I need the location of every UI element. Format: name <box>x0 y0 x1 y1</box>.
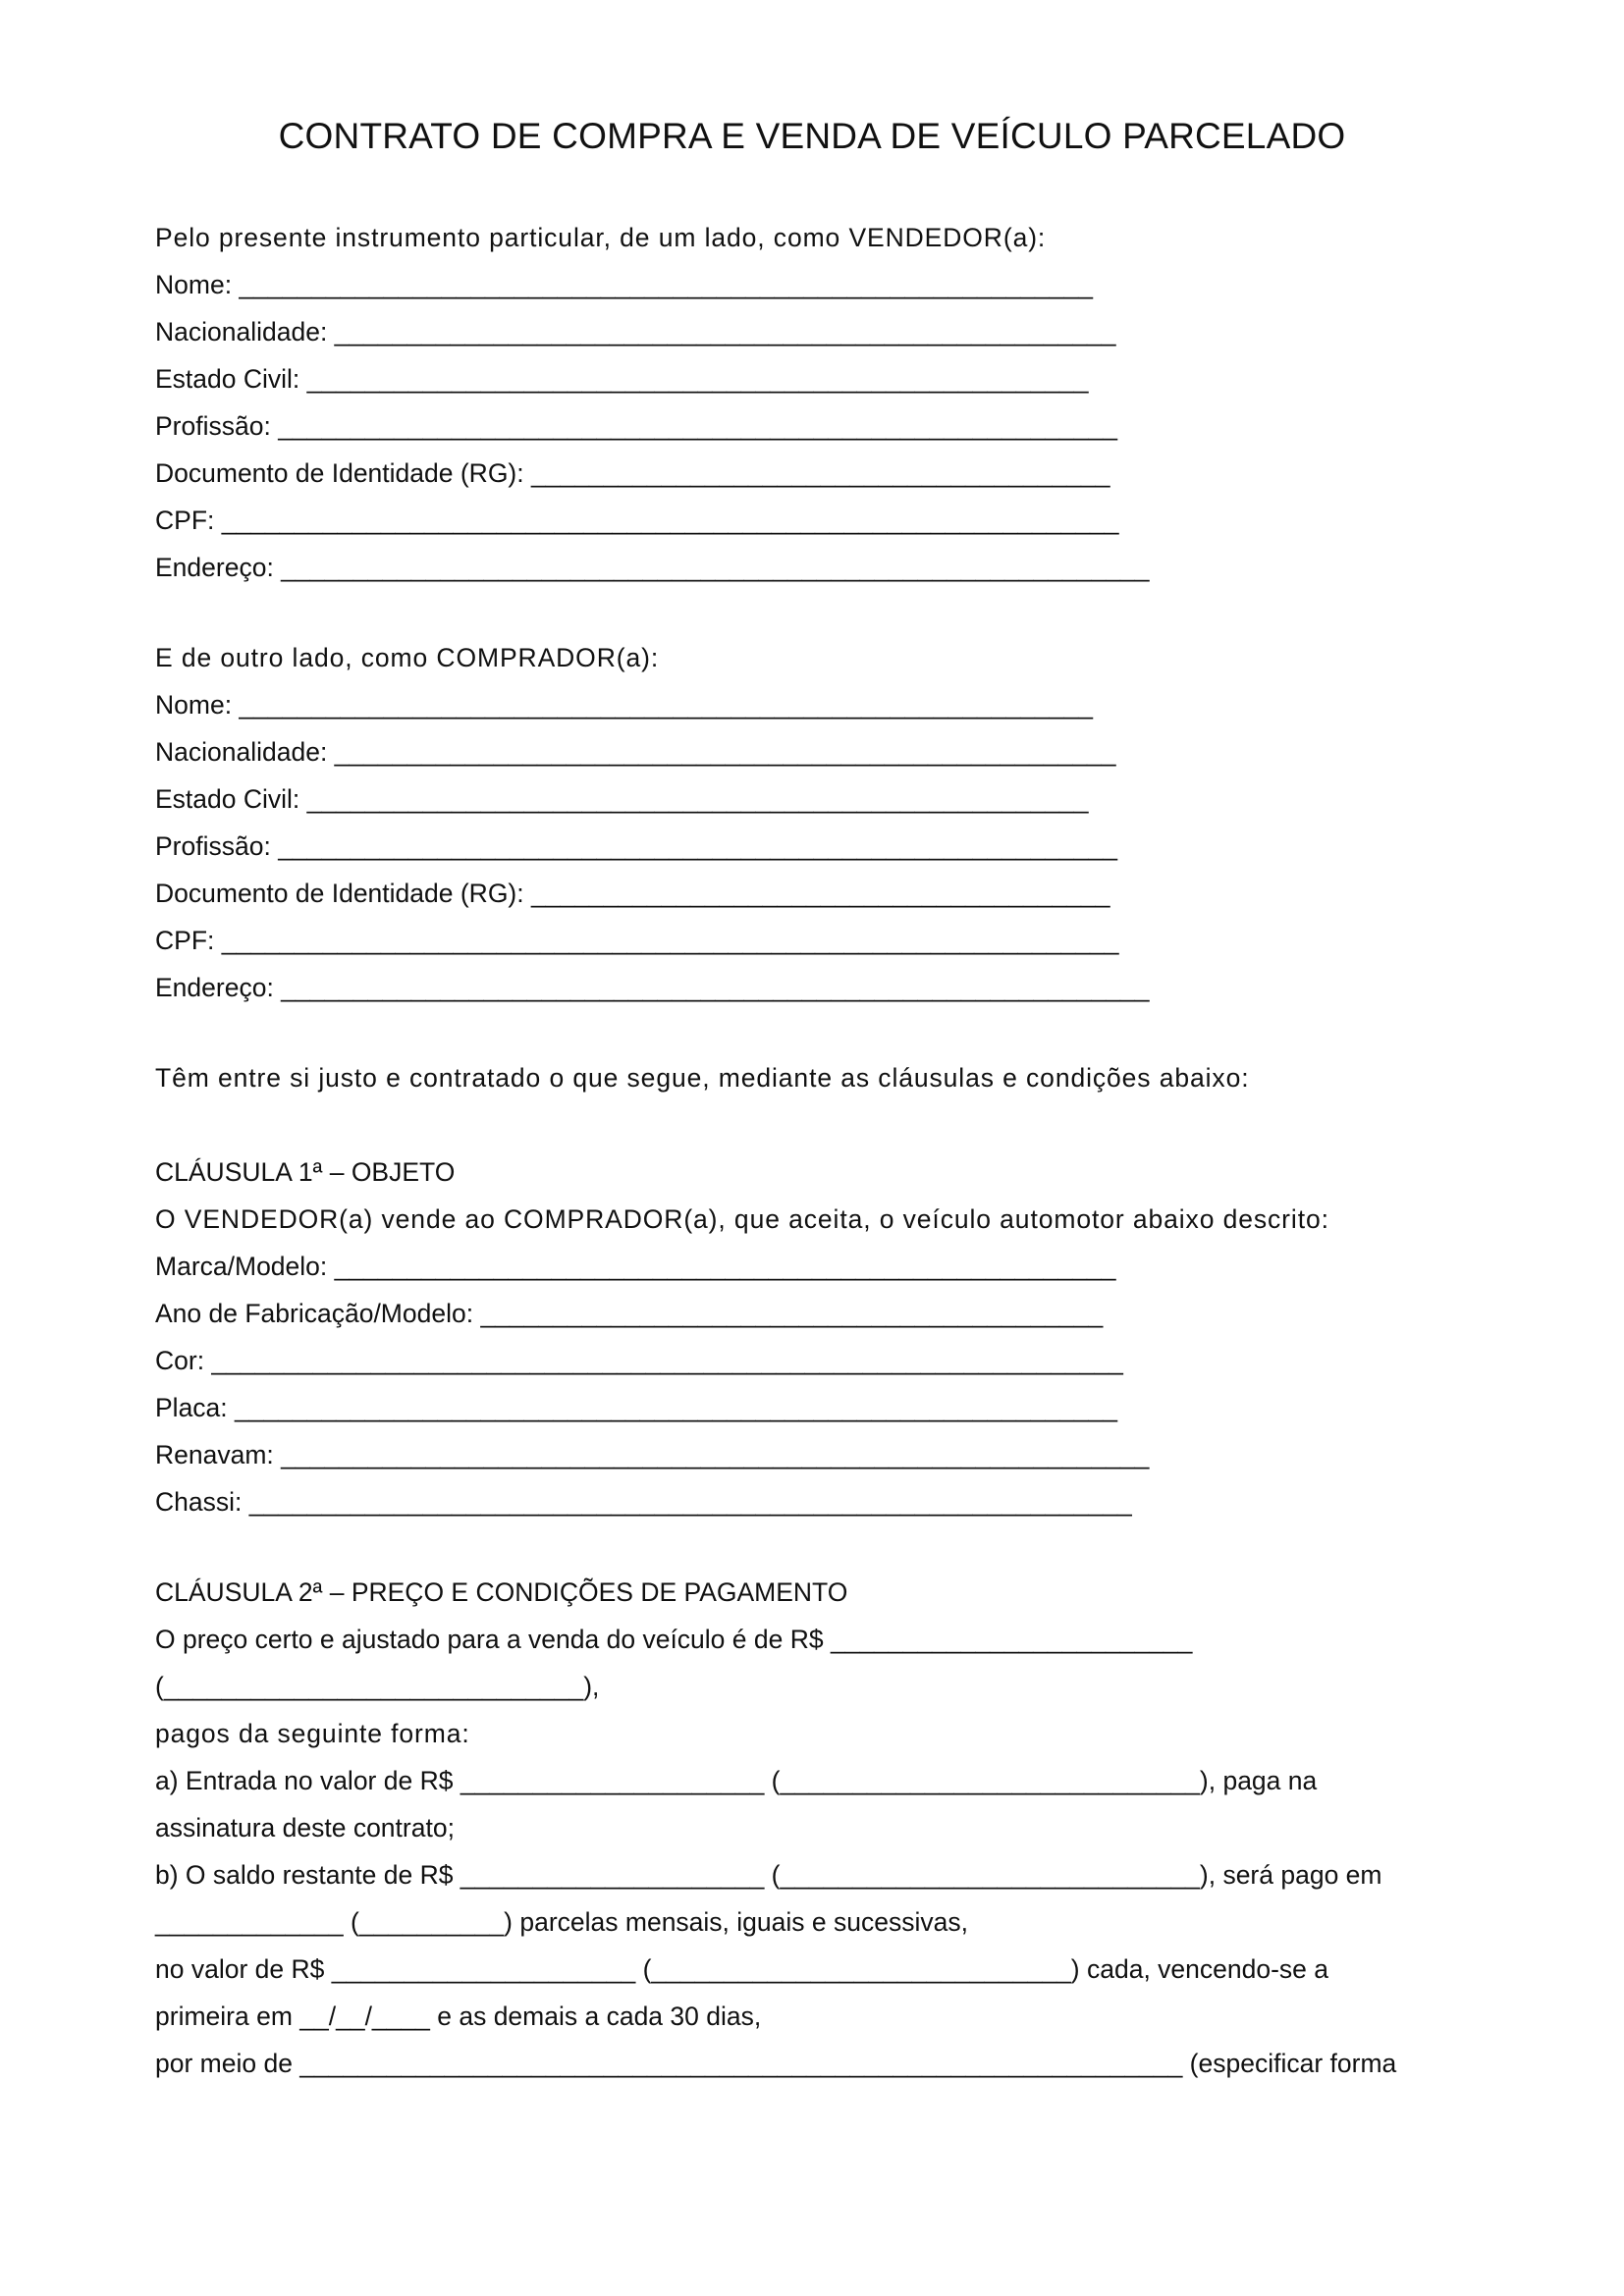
buyer-nacionalidade-field: Nacionalidade: ______________________________________________________ <box>155 737 1116 767</box>
seller-endereco-field: Endereço: ____________________________________________________________ <box>155 553 1150 582</box>
seller-profissao-field: Profissão: __________________________________________________________ <box>155 411 1117 441</box>
buyer-estado-civil-field: Estado Civil: ______________________________________________________ <box>155 784 1089 814</box>
down-payment-continuation: assinatura deste contrato; <box>155 1813 455 1842</box>
clause2-heading: CLÁUSULA 2ª – PREÇO E CONDIÇÕES DE PAGAMENTO <box>155 1577 848 1607</box>
vehicle-chassi-field: Chassi: _____________________________________________________________ <box>155 1487 1132 1517</box>
seller-cpf-field: CPF: ______________________________________________________________ <box>155 506 1119 535</box>
vehicle-marca-field: Marca/Modelo: ______________________________________________________ <box>155 1252 1116 1281</box>
seller-rg-field: Documento de Identidade (RG): ________________________________________ <box>155 458 1110 488</box>
balance-line: b) O saldo restante de R$ _____________________ (_____________________________), será pago em <box>155 1860 1382 1890</box>
buyer-profissao-field: Profissão: __________________________________________________________ <box>155 831 1117 861</box>
seller-estado-civil-field: Estado Civil: ______________________________________________________ <box>155 364 1089 394</box>
down-payment-line: a) Entrada no valor de R$ _____________________ (_____________________________), paga na <box>155 1766 1318 1795</box>
buyer-intro: E de outro lado, como COMPRADOR(a): <box>155 643 660 672</box>
buyer-endereco-field: Endereço: ____________________________________________________________ <box>155 973 1150 1002</box>
clause1-heading: CLÁUSULA 1ª – OBJETO <box>155 1157 456 1187</box>
buyer-nome-field: Nome: ___________________________________________________________ <box>155 690 1093 720</box>
payment-method-line: por meio de _____________________________________________________________ (especificar forma <box>155 2049 1397 2078</box>
agreement-statement: Têm entre si justo e contratado o que segue, mediante as cláusulas e condições abaixo: <box>155 1063 1250 1093</box>
buyer-rg-field: Documento de Identidade (RG): ________________________________________ <box>155 879 1110 908</box>
document-title: CONTRATO DE COMPRA E VENDA DE VEÍCULO PARCELADO <box>278 116 1346 156</box>
installment-value-line: no valor de R$ _____________________ (_____________________________) cada, vencendo-se a <box>155 1954 1329 1984</box>
payment-form-intro: pagos da seguinte forma: <box>155 1719 470 1748</box>
vehicle-renavam-field: Renavam: ____________________________________________________________ <box>155 1440 1150 1469</box>
vehicle-cor-field: Cor: _______________________________________________________________ <box>155 1346 1123 1375</box>
price-line: O preço certo e ajustado para a venda do veículo é de R$ _________________________ <box>155 1625 1193 1654</box>
first-due-date-line: primeira em __/__/____ e as demais a cada 30 dias, <box>155 2002 762 2031</box>
vehicle-placa-field: Placa: _____________________________________________________________ <box>155 1393 1118 1422</box>
seller-intro: Pelo presente instrumento particular, de um lado, como VENDEDOR(a): <box>155 223 1047 252</box>
price-words-line: (_____________________________), <box>155 1672 600 1701</box>
vehicle-ano-field: Ano de Fabricação/Modelo: ___________________________________________ <box>155 1299 1104 1328</box>
installments-line: _____________ (__________) parcelas mensais, iguais e sucessivas, <box>155 1907 968 1937</box>
buyer-cpf-field: CPF: ______________________________________________________________ <box>155 926 1119 955</box>
seller-nome-field: Nome: ___________________________________________________________ <box>155 270 1093 299</box>
clause1-intro: O VENDEDOR(a) vende ao COMPRADOR(a), que aceita, o veículo automotor abaixo descrito: <box>155 1204 1329 1234</box>
seller-nacionalidade-field: Nacionalidade: ______________________________________________________ <box>155 317 1116 347</box>
